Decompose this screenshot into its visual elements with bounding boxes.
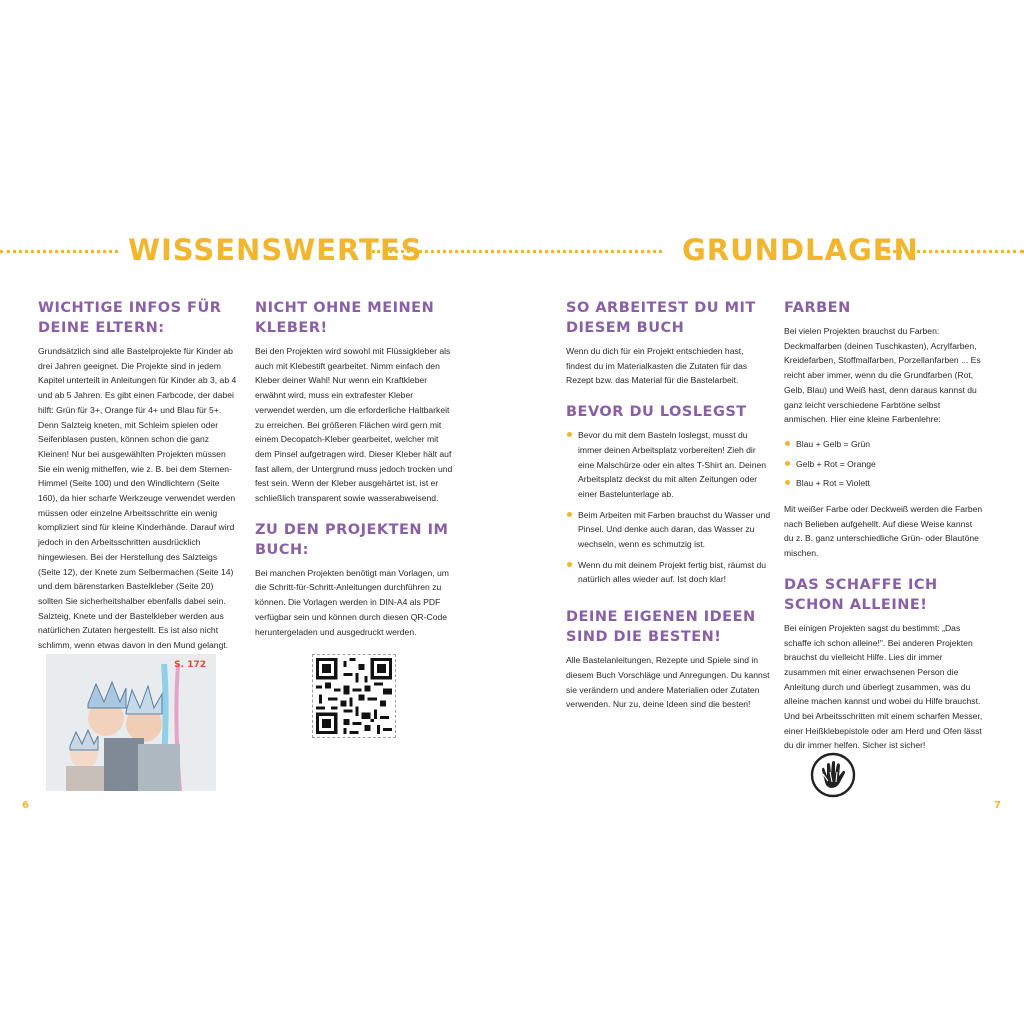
heading-loslegen: BEVOR DU LOSLEGST [566, 404, 747, 421]
photo-page-ref: S. 172 [174, 660, 206, 670]
heading-arbeiten: SO ARBEITEST DU MIT DIESEM BUCH [566, 300, 756, 336]
right-title-rule-right [886, 250, 1024, 253]
heading-ideen: DEINE EIGENEN IDEEN SIND DIE BESTEN! [566, 609, 756, 646]
left-page-title: WISSENSWERTES [128, 233, 423, 267]
left-title-rule-left [0, 250, 118, 253]
hand-icon [810, 752, 856, 798]
kids-illustration [46, 654, 216, 791]
qr-code-graphic [316, 658, 392, 734]
heading-farben: FARBEN [784, 300, 851, 316]
kids-photo [46, 654, 216, 791]
list-farbenlehre [784, 437, 984, 491]
left-title-rule-right [372, 250, 662, 253]
list-item: Gelb + Rot = Orange [784, 457, 984, 472]
page-number-right: 7 [994, 800, 1001, 811]
page-number-left: 6 [22, 800, 29, 811]
heading-eltern-info: WICHTIGE INFOS FÜR DEINE ELTERN: [38, 300, 222, 336]
list-item: Bevor du mit dem Basteln loslegst, musst du immer deinen Arbeitsplatz vorbereiten! Zieh dir eine Malschürze oder ein altes T-Shirt an. Deinen Arbeitsplatz deckst du mit alten Zeitungen oder einer Bastelunterlage ab. [566, 428, 771, 502]
text-kleber: Bei den Projekten wird sowohl mit Flüssigkleber als auch mit Klebestift gearbeitet. Nimm einfach den Kleber deiner Wahl! Nur wenn ein Kraftkleber erwähnt wird, muss ein extrafester Kleber verwendet werden, um die erforderliche Haltbarkeit zu erreichen. Bei größeren Flächen wird gern mit einem Decopatch-Kleber gearbeitet, welcher mit dem Pinsel aufgetragen wird. Dieser Kleber hält auf fast allem, der Untergrund muss jedoch trocken und fest sein. Wenn der Kleber ausgehärtet ist, ist er schließlich transparent sowie wasserabweisend. [255, 346, 453, 504]
text-arbeiten: Wenn du dich für ein Projekt entschieden hast, findest du im Materialkasten die Zutaten für das Rezept bzw. das Material für die Bastelarbeit. [566, 346, 748, 386]
text-alleine: Bei einigen Projekten sagst du bestimmt: „Das schaffe ich schon alleine!". Bei anderen Projekten brauchst du vielleicht Hilfe. Lies dir immer zusammen mit einer erwachsenen Person die Anleitung durch und überlegt zusammen, was du alleine machen kannst und wobei du Hilfe brauchst. Und bei Arbeitsschritten mit einem scharfen Messer, einer Heißklebepistole oder am Herd und Ofen lässt du dir immer helfen. Sicher ist sicher! [784, 622, 983, 751]
text-aufhellen: Mit weißer Farbe oder Deckweiß werden die Farben nach Belieben aufgehellt. Auf diese Weise kannst du z. B. ganz unterschiedliche Grün- oder Blautöne mischen. [784, 504, 983, 559]
column-kleber [255, 298, 455, 639]
hand-icon-graphic [810, 752, 856, 798]
column-eltern-info [38, 298, 238, 653]
heading-alleine: DAS SCHAFFE ICH SCHON ALLEINE! [784, 576, 938, 613]
qr-code-icon[interactable] [312, 654, 396, 738]
right-page-title: GRUNDLAGEN [682, 233, 919, 267]
list-loslegen [566, 428, 771, 587]
list-item: Beim Arbeiten mit Farben brauchst du Wasser und Pinsel. Und denke auch daran, das Wasser zu wechseln, wenn es schmutzig ist. [566, 508, 771, 552]
heading-projekte: ZU DEN PROJEKTEN IM BUCH: [255, 521, 449, 558]
text-projekte: Bei manchen Projekten benötigt man Vorlagen, um die Schritt-für-Schritt-Anleitungen durchführen zu können. Die Vorlagen werden in DIN-A4 als PDF verfügbar sein und können durch diesen QR-Code heruntergeladen und ausgedruckt werden. [255, 567, 449, 637]
text-eltern-info: Grundsätzlich sind alle Bastelprojekte für Kinder ab drei Jahren geeignet. Die Projekte sind in jedem Kapitel unterteilt in Anleitungen für Kinder ab 3, ab 4 und ab 5 Jahren. Es gibt einen Farbcode, der dabei hilft: Grün für 3+, Orange für 4+ und Blau für 5+. Denn Salzteig kneten, mit Schleim spielen oder Seifenblasen pusten, können schon die ganz Kleinen! Nur bei ausgewählten Projekten müssen Sie ein wenig mithelfen, wie z. B. bei dem Sternen-Himmel (Seite 100) und den Windlichtern (Seite 160), da hier scharfe Werkzeuge verwendet werden müssen oder einzelne Arbeitsschritte ein wenig kompliziert sind für kleine Kinderhände. Darauf wird jedoch in den Arbeitsschritten ausdrücklich hingewiesen. Bei der Herstellung des Salzteigs (Seite 12), der Knete zum Selbermachen (Seite 14) und dem bärenstarken Bastelkleber (Seite 20) sollten Sie sicherheitshalber ebenfalls dabei sein. Salzteig, Knete und der Bastelkleber werden aus natürlichen Zutaten hergestellt. Es ist also nicht schlimm, wenn etwas davon in den Mund gelangt. [38, 346, 237, 651]
column-farben [784, 298, 984, 753]
list-item: Blau + Rot = Violett [784, 476, 984, 491]
heading-kleber: NICHT OHNE MEINEN KLEBER! [255, 300, 435, 336]
column-arbeiten [566, 298, 771, 712]
list-item: Blau + Gelb = Grün [784, 437, 984, 452]
text-ideen: Alle Bastelanleitungen, Rezepte und Spiele sind in diesem Buch Vorschläge und Anregungen. Du kannst sie verändern und andere Materialien oder Zutaten verwenden. Nur zu, deine Ideen sind die besten! [566, 655, 770, 710]
text-farben: Bei vielen Projekten brauchst du Farben: Deckmalfarben (deinen Tuschkasten), Acrylfarben, Kreidefarben, Stoffmalfarben, Porzellanfarben ... Es reicht aber immer, wenn du die Grundfarben (Rot, Gelb, Blau) und Weiß hast, denn daraus kannst du ganz leicht verschiedene Farbtöne selbst anmischen. Hier eine kleine Farbenlehre: [784, 326, 981, 425]
list-item: Wenn du mit deinem Projekt fertig bist, räumst du natürlich alles wieder auf. Ist doch klar! [566, 558, 771, 587]
